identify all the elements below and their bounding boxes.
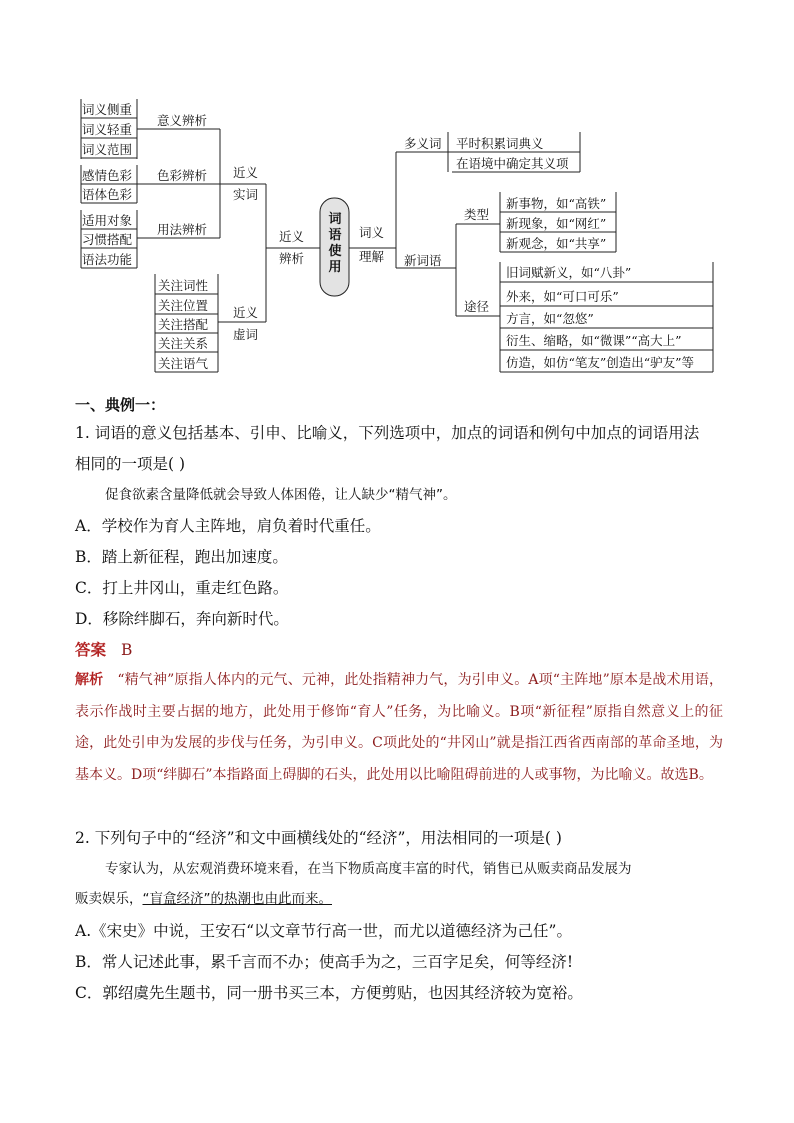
node-bianxi: 辨析 xyxy=(279,251,305,266)
node-tujing: 途径 xyxy=(464,299,490,314)
leaf-xuci-3: 关注关系 xyxy=(158,336,209,351)
leaf-yiyi-2: 词义范围 xyxy=(82,142,133,157)
q2-stem: 2. 下列句子中的“经济”和文中画横线处的“经济”，用法相同的一项是( ) xyxy=(75,829,562,847)
node-ciyi: 词义 xyxy=(359,225,385,240)
leaf-yongfa-1: 习惯搭配 xyxy=(82,232,133,247)
q1-stem-line1: 1. 词语的意义包括基本、引申、比喻义，下列选项中，加点的词语和例句中加点的词语用法 xyxy=(75,424,700,442)
leaf-tujing-3: 衍生、缩略，如“微课”“高大上” xyxy=(506,333,682,348)
leaf-yiyi-0: 词义侧重 xyxy=(82,102,133,117)
leaf-secai-1: 语体色彩 xyxy=(82,187,133,202)
analysis-label: 解析 xyxy=(75,672,104,688)
q2-option-b: B．常人记述此事，累千言而不办；使高手为之，三百字足矣，何等经济! xyxy=(75,953,574,971)
leaf-yongfa-0: 适用对象 xyxy=(82,213,133,228)
leaf-yiyi-1: 词义轻重 xyxy=(82,122,133,137)
q1-option-c: C．打上井冈山，重走红色路。 xyxy=(75,579,289,597)
leaf-leixing-2: 新观念，如“共享” xyxy=(506,236,607,251)
answer-value: B xyxy=(120,641,133,659)
node-xuci: 虚词 xyxy=(233,327,259,342)
leaf-xuci-4: 关注语气 xyxy=(158,356,209,371)
node-secai-bianxi: 色彩辨析 xyxy=(157,168,208,183)
leaf-secai-0: 感情色彩 xyxy=(82,168,133,183)
q2-option-a: A.《宋史》中说，王安石“以文章节行高一世，而尤以道德经济为己任”。 xyxy=(75,922,572,940)
node-shici-a: 近义 xyxy=(233,165,259,180)
node-yongfa-bianxi: 用法辨析 xyxy=(157,222,208,237)
analysis-text: “精气神”原指人体内的元气、元神，此处指精神力气，为引申义。A项“主阵地”原本是战术用语，表示作战时主要占据的地方，此处用于修饰“育人”任务，为比喻义。B项“新征程”原指自然意义上的征途，此处引申为发展的步伐与任务，为引申义。C项此处的“井冈山”就是指江西省西南部的革命圣地，为基本义。D项“绊脚石”本指路面上碍脚的石头，此处用以比喻阻碍前进的人或事物，为比喻义。故选B。 xyxy=(75,672,723,783)
q1-example-sentence: 促食欲素含量降低就会导致人体困倦，让人缺少“精气神”。 xyxy=(105,487,457,503)
leaf-tujing-0: 旧词赋新义，如“八卦” xyxy=(506,265,632,280)
leaf-xuci-2: 关注搭配 xyxy=(158,317,209,332)
leaf-duoyi-1: 在语境中确定其义项 xyxy=(456,156,569,171)
leaf-duoyi-0: 平时积累词典义 xyxy=(456,136,544,151)
q2-option-c: C．郭绍虞先生题书，同一册书买三本，方便剪贴，也因其经济较为宽裕。 xyxy=(75,984,583,1002)
leaf-tujing-1: 外来，如“可口可乐” xyxy=(506,289,619,304)
node-shici: 实词 xyxy=(233,187,259,202)
node-jinyi-a: 近义 xyxy=(279,229,305,244)
leaf-xuci-1: 关注位置 xyxy=(158,298,209,313)
q1-analysis xyxy=(75,665,723,791)
q2-underlined-phrase: “盲盒经济”的热潮也由此而来。 xyxy=(142,891,332,907)
node-lijie: 理解 xyxy=(359,249,385,264)
node-yiyi-bianxi: 意义辨析 xyxy=(157,113,208,128)
q1-stem-line2: 相同的一项是( ) xyxy=(75,455,186,473)
answer-label: 答案 xyxy=(75,641,107,659)
q2-passage-line2 xyxy=(75,888,332,910)
q2-passage-line1: 专家认为，从宏观消费环境来看，在当下物质高度丰富的时代，销售已从贩卖商品发展为 xyxy=(105,861,632,877)
leaf-leixing-1: 新现象，如“网红” xyxy=(506,216,607,231)
section-title: 一、典例一： xyxy=(75,396,166,414)
leaf-leixing-0: 新事物，如“高铁” xyxy=(506,196,607,211)
node-leixing: 类型 xyxy=(464,207,490,222)
leaf-tujing-2: 方言，如“忽悠” xyxy=(506,311,594,326)
leaf-yongfa-2: 语法功能 xyxy=(82,252,133,267)
node-xuci-a: 近义 xyxy=(233,305,259,320)
q1-option-b: B．踏上新征程，跑出加速度。 xyxy=(75,548,288,566)
node-xinciyu: 新词语 xyxy=(404,253,442,268)
q1-option-a: A．学校作为育人主阵地，肩负着时代重任。 xyxy=(75,517,381,535)
q1-answer-row xyxy=(75,639,132,661)
node-duoyici: 多义词 xyxy=(404,136,442,151)
q1-option-d: D．移除绊脚石，奔向新时代。 xyxy=(75,610,289,628)
center-node-label: 词语使用 xyxy=(328,212,342,275)
leaf-tujing-4: 仿造，如仿“笔友”创造出“驴友”等 xyxy=(506,355,695,370)
mind-map xyxy=(0,0,794,380)
leaf-xuci-0: 关注词性 xyxy=(158,278,209,293)
q2-passage-line2-start: 贩卖娱乐， xyxy=(75,891,143,907)
